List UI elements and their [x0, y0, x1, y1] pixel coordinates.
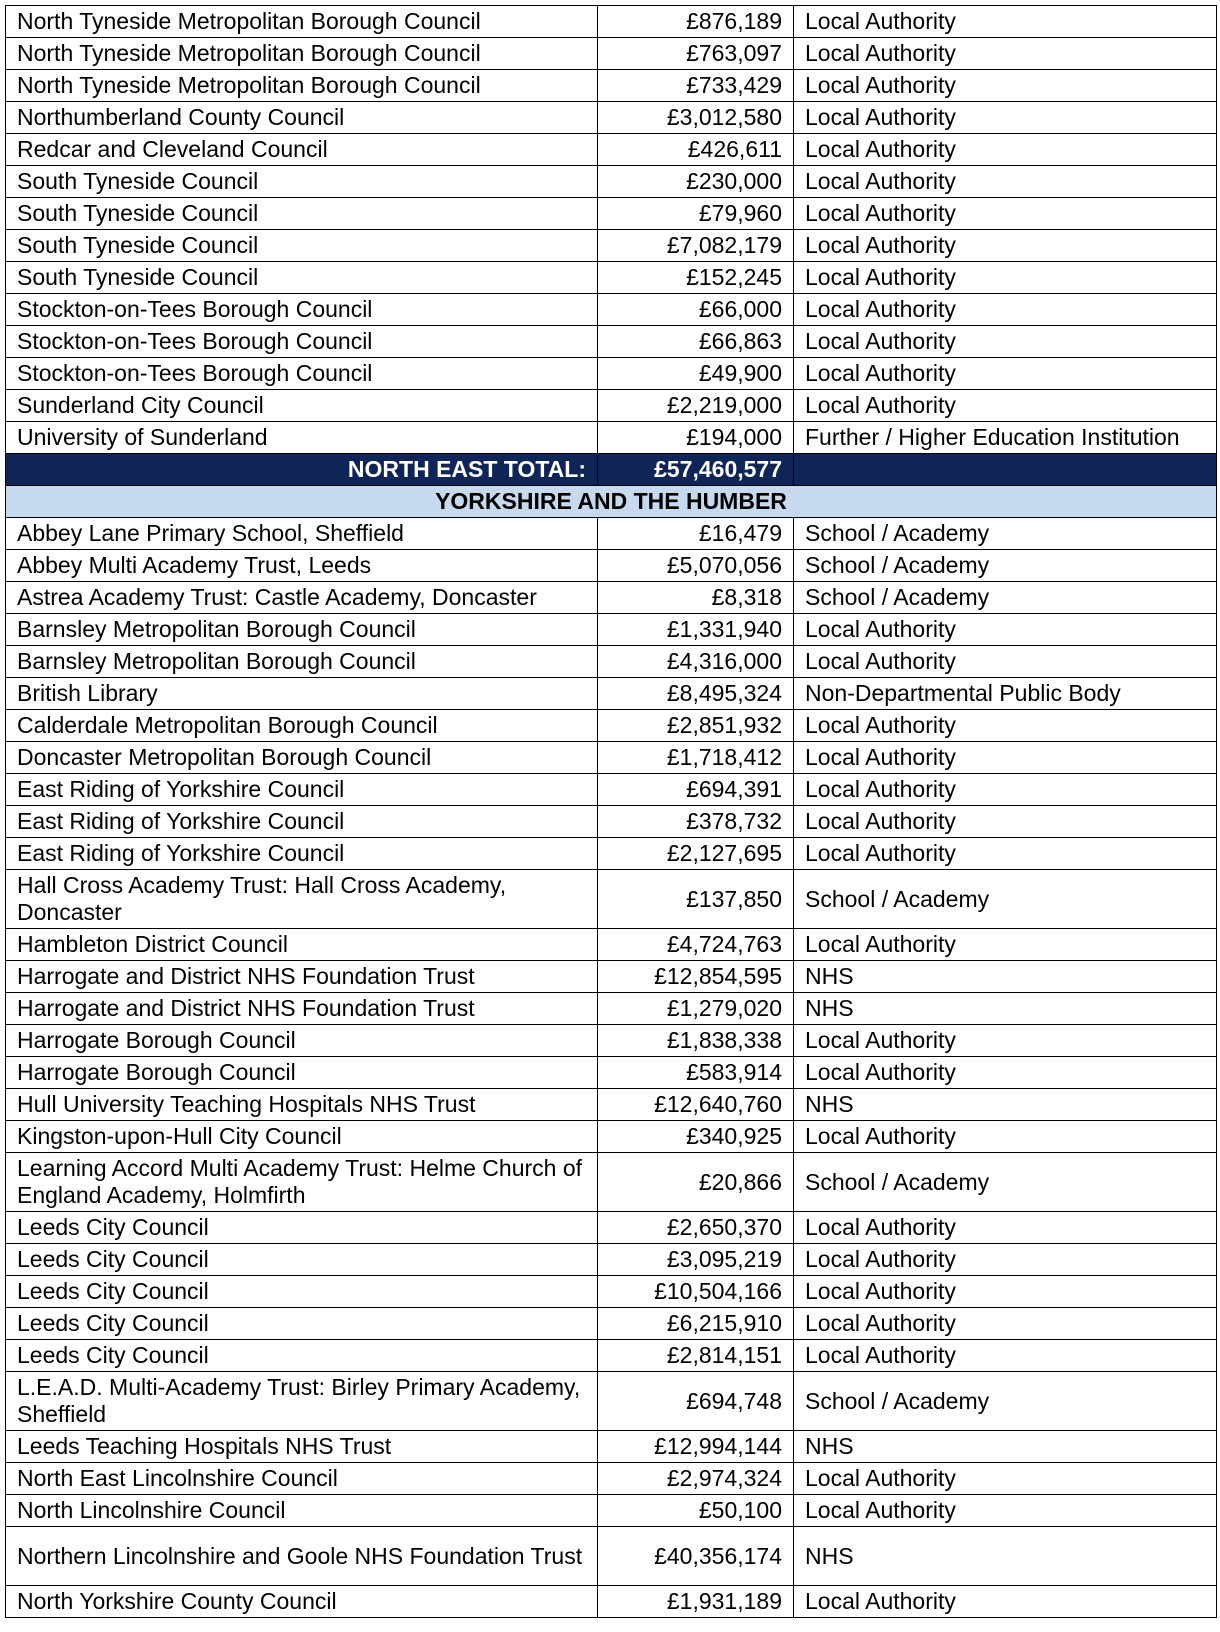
organisation-type: Local Authority [794, 198, 1217, 230]
table-row [6, 961, 1217, 993]
recipient-name: Abbey Multi Academy Trust, Leeds [6, 550, 598, 582]
recipient-name: Harrogate and District NHS Foundation Trust [6, 993, 598, 1025]
table-row [6, 550, 1217, 582]
organisation-type: NHS [794, 993, 1217, 1025]
organisation-type: NHS [794, 1431, 1217, 1463]
recipient-name: North Yorkshire County Council [6, 1586, 598, 1618]
organisation-type: Local Authority [794, 230, 1217, 262]
table-row [6, 358, 1217, 390]
recipient-name: Harrogate Borough Council [6, 1057, 598, 1089]
recipient-name: L.E.A.D. Multi-Academy Trust: Birley Primary Academy, Sheffield [6, 1372, 598, 1431]
table-row [6, 198, 1217, 230]
organisation-type: Local Authority [794, 929, 1217, 961]
grant-amount: £40,356,174 [598, 1527, 794, 1586]
organisation-type: Local Authority [794, 262, 1217, 294]
grant-amount: £12,994,144 [598, 1431, 794, 1463]
organisation-type: Local Authority [794, 1308, 1217, 1340]
table-row [6, 646, 1217, 678]
table-row [6, 774, 1217, 806]
grant-amount: £20,866 [598, 1153, 794, 1212]
recipient-name: Leeds City Council [6, 1340, 598, 1372]
table-row [6, 1340, 1217, 1372]
recipient-name: South Tyneside Council [6, 230, 598, 262]
grant-amount: £49,900 [598, 358, 794, 390]
recipient-name: University of Sunderland [6, 422, 598, 454]
table-row [6, 262, 1217, 294]
table-row [6, 1372, 1217, 1431]
grant-amount: £230,000 [598, 166, 794, 198]
table-row [6, 1121, 1217, 1153]
table-row [6, 870, 1217, 929]
organisation-type: School / Academy [794, 870, 1217, 929]
recipient-name: Leeds City Council [6, 1244, 598, 1276]
grant-amount: £66,863 [598, 326, 794, 358]
recipient-name: Leeds Teaching Hospitals NHS Trust [6, 1431, 598, 1463]
organisation-type: Local Authority [794, 806, 1217, 838]
region-total-amount: £57,460,577 [598, 454, 794, 486]
grant-amount: £137,850 [598, 870, 794, 929]
organisation-type: School / Academy [794, 1372, 1217, 1431]
organisation-type: Local Authority [794, 358, 1217, 390]
table-row [6, 1153, 1217, 1212]
organisation-type: NHS [794, 1527, 1217, 1586]
organisation-type: NHS [794, 1089, 1217, 1121]
organisation-type: Local Authority [794, 134, 1217, 166]
table-row [6, 1089, 1217, 1121]
recipient-name: Astrea Academy Trust: Castle Academy, Doncaster [6, 582, 598, 614]
grant-amount: £340,925 [598, 1121, 794, 1153]
recipient-name: East Riding of Yorkshire Council [6, 774, 598, 806]
grant-amount: £194,000 [598, 422, 794, 454]
organisation-type: School / Academy [794, 518, 1217, 550]
grant-amount: £694,748 [598, 1372, 794, 1431]
recipient-name: Stockton-on-Tees Borough Council [6, 294, 598, 326]
recipient-name: Barnsley Metropolitan Borough Council [6, 614, 598, 646]
grant-amount: £876,189 [598, 6, 794, 38]
grant-amount: £4,724,763 [598, 929, 794, 961]
region-heading-row [6, 486, 1217, 518]
table-row [6, 134, 1217, 166]
grant-amount: £1,838,338 [598, 1025, 794, 1057]
table-row [6, 678, 1217, 710]
recipient-name: Barnsley Metropolitan Borough Council [6, 646, 598, 678]
recipient-name: Doncaster Metropolitan Borough Council [6, 742, 598, 774]
table-row [6, 38, 1217, 70]
organisation-type: Local Authority [794, 326, 1217, 358]
organisation-type: Local Authority [794, 390, 1217, 422]
organisation-type: Local Authority [794, 1495, 1217, 1527]
table-row [6, 1463, 1217, 1495]
region-total-empty-cell [794, 454, 1217, 486]
grant-amount: £50,100 [598, 1495, 794, 1527]
recipient-name: North Tyneside Metropolitan Borough Council [6, 70, 598, 102]
grant-amount: £12,854,595 [598, 961, 794, 993]
organisation-type: School / Academy [794, 582, 1217, 614]
table-row [6, 614, 1217, 646]
table-row [6, 6, 1217, 38]
grant-amount: £1,718,412 [598, 742, 794, 774]
recipient-name: North Tyneside Metropolitan Borough Council [6, 38, 598, 70]
table-row [6, 1308, 1217, 1340]
organisation-type: Local Authority [794, 70, 1217, 102]
organisation-type: Local Authority [794, 1276, 1217, 1308]
grant-amount: £2,650,370 [598, 1212, 794, 1244]
organisation-type: Further / Higher Education Institution [794, 422, 1217, 454]
table-row [6, 518, 1217, 550]
organisation-type: Local Authority [794, 166, 1217, 198]
organisation-type: Local Authority [794, 6, 1217, 38]
recipient-name: Redcar and Cleveland Council [6, 134, 598, 166]
recipient-name: British Library [6, 678, 598, 710]
table-row [6, 422, 1217, 454]
organisation-type: Local Authority [794, 1340, 1217, 1372]
recipient-name: Kingston-upon-Hull City Council [6, 1121, 598, 1153]
organisation-type: NHS [794, 961, 1217, 993]
table-row [6, 1276, 1217, 1308]
region-total-row [6, 454, 1217, 486]
table-row [6, 230, 1217, 262]
recipient-name: Leeds City Council [6, 1308, 598, 1340]
table-row [6, 1586, 1217, 1618]
grant-amount: £694,391 [598, 774, 794, 806]
table-row [6, 838, 1217, 870]
table-row [6, 710, 1217, 742]
recipient-name: Calderdale Metropolitan Borough Council [6, 710, 598, 742]
organisation-type: School / Academy [794, 1153, 1217, 1212]
table-row [6, 1527, 1217, 1586]
grant-amount: £66,000 [598, 294, 794, 326]
grant-amount: £5,070,056 [598, 550, 794, 582]
organisation-type: Local Authority [794, 1025, 1217, 1057]
region-total-label: NORTH EAST TOTAL: [6, 454, 598, 486]
table-row [6, 582, 1217, 614]
table-row [6, 742, 1217, 774]
grant-amount: £4,316,000 [598, 646, 794, 678]
table-row [6, 294, 1217, 326]
grant-amount: £7,082,179 [598, 230, 794, 262]
recipient-name: South Tyneside Council [6, 262, 598, 294]
grant-amount: £2,974,324 [598, 1463, 794, 1495]
recipient-name: Harrogate Borough Council [6, 1025, 598, 1057]
organisation-type: Local Authority [794, 1212, 1217, 1244]
recipient-name: South Tyneside Council [6, 198, 598, 230]
grant-amount: £378,732 [598, 806, 794, 838]
recipient-name: Harrogate and District NHS Foundation Trust [6, 961, 598, 993]
table-row [6, 1244, 1217, 1276]
table-row [6, 102, 1217, 134]
organisation-type: Local Authority [794, 646, 1217, 678]
organisation-type: Local Authority [794, 294, 1217, 326]
table-row [6, 993, 1217, 1025]
grant-amount: £152,245 [598, 262, 794, 294]
organisation-type: Local Authority [794, 710, 1217, 742]
recipient-name: Learning Accord Multi Academy Trust: Helme Church of England Academy, Holmfirth [6, 1153, 598, 1212]
table-row [6, 929, 1217, 961]
recipient-name: Abbey Lane Primary School, Sheffield [6, 518, 598, 550]
table-row [6, 1057, 1217, 1089]
table-row [6, 166, 1217, 198]
grant-amount: £3,095,219 [598, 1244, 794, 1276]
organisation-type: Local Authority [794, 774, 1217, 806]
grant-amount: £1,279,020 [598, 993, 794, 1025]
organisation-type: Local Authority [794, 1121, 1217, 1153]
recipient-name: Hall Cross Academy Trust: Hall Cross Academy, Doncaster [6, 870, 598, 929]
grant-amount: £12,640,760 [598, 1089, 794, 1121]
recipient-name: East Riding of Yorkshire Council [6, 838, 598, 870]
recipient-name: North East Lincolnshire Council [6, 1463, 598, 1495]
recipient-name: Hull University Teaching Hospitals NHS Trust [6, 1089, 598, 1121]
grant-amount: £8,495,324 [598, 678, 794, 710]
table-row [6, 326, 1217, 358]
organisation-type: Local Authority [794, 614, 1217, 646]
recipient-name: Northumberland County Council [6, 102, 598, 134]
recipient-name: Stockton-on-Tees Borough Council [6, 358, 598, 390]
table-row [6, 1495, 1217, 1527]
organisation-type: Local Authority [794, 1463, 1217, 1495]
organisation-type: Local Authority [794, 1057, 1217, 1089]
recipient-name: Leeds City Council [6, 1276, 598, 1308]
grant-amount: £733,429 [598, 70, 794, 102]
recipient-name: East Riding of Yorkshire Council [6, 806, 598, 838]
recipient-name: Sunderland City Council [6, 390, 598, 422]
table-row [6, 390, 1217, 422]
grant-amount: £2,219,000 [598, 390, 794, 422]
grant-amount: £1,331,940 [598, 614, 794, 646]
organisation-type: Local Authority [794, 102, 1217, 134]
grant-amount: £763,097 [598, 38, 794, 70]
grant-amount: £1,931,189 [598, 1586, 794, 1618]
table-row [6, 1025, 1217, 1057]
grant-amount: £2,127,695 [598, 838, 794, 870]
organisation-type: School / Academy [794, 550, 1217, 582]
organisation-type: Local Authority [794, 742, 1217, 774]
recipient-name: South Tyneside Council [6, 166, 598, 198]
table-row [6, 1431, 1217, 1463]
grant-allocation-table [5, 5, 1217, 1618]
recipient-name: North Tyneside Metropolitan Borough Council [6, 6, 598, 38]
grant-amount: £6,215,910 [598, 1308, 794, 1340]
grant-amount: £583,914 [598, 1057, 794, 1089]
organisation-type: Local Authority [794, 1244, 1217, 1276]
grant-amount: £2,814,151 [598, 1340, 794, 1372]
grant-amount: £8,318 [598, 582, 794, 614]
recipient-name: Leeds City Council [6, 1212, 598, 1244]
organisation-type: Non-Departmental Public Body [794, 678, 1217, 710]
table-row [6, 70, 1217, 102]
table-row [6, 806, 1217, 838]
region-heading: YORKSHIRE AND THE HUMBER [6, 486, 1217, 518]
organisation-type: Local Authority [794, 1586, 1217, 1618]
organisation-type: Local Authority [794, 838, 1217, 870]
grant-amount: £2,851,932 [598, 710, 794, 742]
table-row [6, 1212, 1217, 1244]
recipient-name: Northern Lincolnshire and Goole NHS Foundation Trust [6, 1527, 598, 1586]
grant-amount: £79,960 [598, 198, 794, 230]
grant-amount: £426,611 [598, 134, 794, 166]
grant-amount: £10,504,166 [598, 1276, 794, 1308]
grant-amount: £3,012,580 [598, 102, 794, 134]
recipient-name: Hambleton District Council [6, 929, 598, 961]
organisation-type: Local Authority [794, 38, 1217, 70]
recipient-name: Stockton-on-Tees Borough Council [6, 326, 598, 358]
recipient-name: North Lincolnshire Council [6, 1495, 598, 1527]
grant-amount: £16,479 [598, 518, 794, 550]
